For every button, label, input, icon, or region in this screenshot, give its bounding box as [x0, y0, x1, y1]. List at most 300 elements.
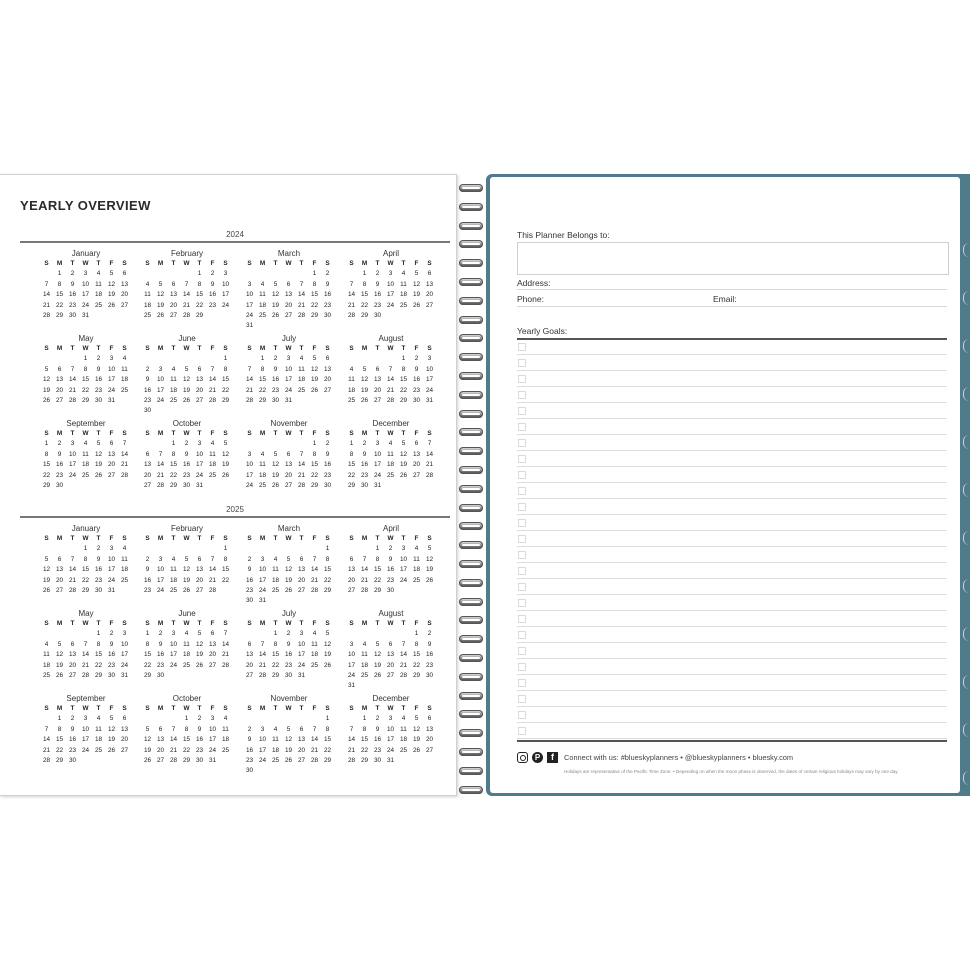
day-cell: 12 — [323, 640, 332, 648]
goal-checkbox[interactable] — [518, 551, 526, 559]
day-cell: 25 — [347, 396, 356, 404]
day-cell: 25 — [221, 746, 230, 754]
day-cell: 10 — [284, 365, 293, 373]
day-cell: 4 — [414, 545, 419, 553]
month-calendar — [345, 333, 437, 406]
day-cell: 18 — [347, 386, 356, 394]
day-cell: 21 — [310, 576, 319, 584]
day-cell: 30 — [373, 756, 382, 764]
goal-line[interactable] — [517, 578, 947, 579]
month-tab[interactable] — [963, 579, 970, 593]
day-cell: 15 — [360, 291, 369, 299]
day-cell: 21 — [386, 386, 395, 394]
month-name: May — [78, 609, 94, 618]
day-cell: 14 — [245, 376, 254, 384]
day-cell: 29 — [347, 481, 356, 489]
spiral-coil — [459, 765, 485, 777]
goal-line[interactable] — [517, 610, 947, 611]
weekday-label: S — [122, 535, 127, 542]
footer-rule — [517, 740, 947, 742]
day-cell: 29 — [221, 396, 230, 404]
goal-checkbox[interactable] — [518, 391, 526, 399]
goal-checkbox[interactable] — [518, 343, 526, 351]
day-cell: 15 — [399, 376, 408, 384]
day-cell: 26 — [373, 671, 382, 679]
day-cell: 2 — [158, 630, 163, 638]
day-cell — [269, 766, 282, 776]
weekday-label: S — [145, 620, 150, 627]
weekday-label: W — [387, 260, 394, 267]
goal-checkbox[interactable] — [518, 487, 526, 495]
month-tab[interactable] — [963, 723, 970, 737]
day-cell: 29 — [195, 311, 204, 319]
day-cell: 30 — [245, 597, 254, 605]
spiral-coil — [459, 671, 485, 683]
day-cell: 30 — [425, 671, 434, 679]
month-tab[interactable] — [963, 675, 970, 689]
day-cell: 23 — [245, 756, 254, 764]
day-cell: 27 — [412, 471, 421, 479]
goal-checkbox[interactable] — [518, 647, 526, 655]
day-cell: 18 — [271, 746, 280, 754]
day-cell: 12 — [55, 651, 64, 659]
goal-line[interactable] — [517, 530, 947, 531]
day-cell: 26 — [156, 311, 165, 319]
day-cell: 23 — [107, 661, 116, 669]
day-cell: 7 — [427, 440, 432, 448]
day-cell: 27 — [120, 301, 129, 309]
day-cell: 26 — [399, 471, 408, 479]
day-cell: 24 — [373, 471, 382, 479]
goal-line[interactable] — [517, 482, 947, 483]
day-cell — [92, 756, 105, 766]
footer-text: Connect with us: #blueskyplanners • @blueskyplanners • bluesky.com — [564, 753, 794, 762]
month-tab[interactable] — [963, 771, 970, 785]
day-cell: 27 — [107, 471, 116, 479]
spiral-coil — [459, 332, 485, 344]
spiral-coil — [459, 539, 485, 551]
month-tab[interactable] — [963, 483, 970, 497]
goal-checkbox[interactable] — [518, 375, 526, 383]
day-cell: 13 — [284, 461, 293, 469]
day-cell: 16 — [195, 736, 204, 744]
month-calendar — [243, 693, 335, 777]
day-cell — [92, 311, 105, 321]
day-cell: 14 — [297, 291, 306, 299]
weekday-label: T — [197, 345, 202, 352]
weekday-label: S — [349, 260, 354, 267]
day-cell: 29 — [373, 586, 382, 594]
goal-checkbox[interactable] — [518, 535, 526, 543]
day-cell: 13 — [297, 736, 306, 744]
goal-checkbox[interactable] — [518, 455, 526, 463]
day-cell: 14 — [120, 450, 129, 458]
month-name: February — [170, 249, 203, 258]
month-name: December — [372, 694, 410, 703]
social-icons — [517, 752, 558, 763]
goal-line[interactable] — [517, 674, 947, 675]
day-cell: 17 — [284, 376, 293, 384]
day-cell: 14 — [399, 651, 408, 659]
day-cell: 19 — [399, 461, 408, 469]
day-cell: 18 — [360, 661, 369, 669]
day-cell: 9 — [247, 736, 252, 744]
day-cell: 14 — [386, 376, 395, 384]
day-cell: 6 — [210, 630, 215, 638]
day-cell — [180, 354, 193, 364]
weekday-label: S — [44, 620, 49, 627]
instagram-icon[interactable] — [517, 752, 528, 763]
weekday-label: S — [349, 430, 354, 437]
goal-checkbox[interactable] — [518, 663, 526, 671]
day-cell — [40, 714, 53, 724]
day-cell — [118, 586, 131, 596]
month-tab[interactable] — [963, 243, 970, 257]
goal-line[interactable] — [517, 642, 947, 643]
goal-line[interactable] — [517, 722, 947, 723]
weekday-label: M — [361, 430, 368, 437]
day-cell: 19 — [42, 576, 51, 584]
day-cell: 22 — [412, 661, 421, 669]
day-cell: 12 — [182, 376, 191, 384]
goal-line[interactable] — [517, 514, 947, 515]
day-cell: 20 — [156, 746, 165, 754]
weekday-label: S — [247, 705, 252, 712]
day-cell: 8 — [349, 450, 354, 458]
day-cell — [269, 544, 282, 554]
weekday-label: T — [197, 705, 202, 712]
weekday-label: M — [157, 345, 164, 352]
day-cell — [423, 586, 436, 596]
day-cell: 26 — [55, 671, 64, 679]
day-cell: 19 — [310, 376, 319, 384]
day-cell: 22 — [143, 661, 152, 669]
goal-checkbox[interactable] — [518, 679, 526, 687]
month-grid — [345, 534, 437, 596]
day-cell: 7 — [299, 450, 304, 458]
spiral-coil — [459, 502, 485, 514]
spiral-coil — [459, 295, 485, 307]
day-cell — [308, 714, 321, 724]
weekday-label: S — [247, 535, 252, 542]
goal-checkbox[interactable] — [518, 583, 526, 591]
day-cell — [295, 766, 308, 776]
day-cell: 13 — [412, 450, 421, 458]
day-cell — [282, 439, 295, 449]
day-cell — [219, 671, 232, 681]
month-tab[interactable] — [963, 291, 970, 305]
day-cell: 14 — [208, 566, 217, 574]
day-cell: 1 — [312, 440, 317, 448]
day-cell: 1 — [57, 270, 62, 278]
day-cell: 25 — [297, 386, 306, 394]
day-cell: 28 — [360, 586, 369, 594]
spiral-coil — [459, 746, 485, 758]
month-calendar — [40, 608, 132, 681]
month-tab[interactable] — [963, 435, 970, 449]
day-cell: 12 — [221, 450, 230, 458]
day-cell: 29 — [258, 396, 267, 404]
goal-line[interactable] — [517, 690, 947, 691]
goal-line[interactable] — [517, 466, 947, 467]
goal-checkbox[interactable] — [518, 711, 526, 719]
day-cell: 1 — [223, 545, 228, 553]
day-cell: 11 — [259, 461, 266, 469]
day-cell: 28 — [208, 396, 217, 404]
day-cell: 18 — [169, 386, 178, 394]
month-name: April — [382, 524, 399, 533]
day-cell — [206, 354, 219, 364]
weekday-label: T — [70, 430, 75, 437]
day-cell: 20 — [55, 576, 64, 584]
day-cell: 2 — [286, 630, 291, 638]
day-cell: 16 — [425, 651, 434, 659]
day-cell: 31 — [258, 597, 267, 605]
month-tab[interactable] — [963, 387, 970, 401]
goal-checkbox[interactable] — [518, 727, 526, 735]
pinterest-icon[interactable]: P — [532, 752, 543, 763]
weekday-label: T — [375, 705, 380, 712]
day-cell: 1 — [171, 440, 176, 448]
day-cell: 24 — [386, 746, 395, 754]
year-label: 2024 — [226, 230, 244, 239]
month-calendar — [345, 248, 437, 321]
goal-line[interactable] — [517, 738, 947, 739]
weekday-label: S — [223, 705, 228, 712]
day-cell: 18 — [120, 376, 129, 384]
day-cell: 14 — [297, 461, 306, 469]
day-cell — [206, 311, 219, 321]
goal-checkbox[interactable] — [518, 695, 526, 703]
day-cell: 15 — [373, 566, 382, 574]
goal-line[interactable] — [517, 498, 947, 499]
day-cell: 26 — [221, 471, 230, 479]
day-cell: 19 — [323, 651, 332, 659]
day-cell: 3 — [388, 270, 393, 278]
day-cell: 25 — [94, 746, 103, 754]
month-tab[interactable] — [963, 531, 970, 545]
day-cell: 7 — [44, 280, 49, 288]
weekday-label: S — [325, 620, 330, 627]
day-cell — [384, 681, 397, 691]
day-cell: 12 — [94, 450, 103, 458]
day-cell — [295, 544, 308, 554]
goal-line[interactable] — [517, 658, 947, 659]
facebook-icon[interactable]: f — [547, 752, 558, 763]
day-cell: 7 — [184, 280, 189, 288]
day-cell — [53, 354, 66, 364]
day-cell: 22 — [195, 301, 204, 309]
goal-checkbox[interactable] — [518, 407, 526, 415]
day-cell: 27 — [347, 586, 356, 594]
day-cell: 23 — [386, 576, 395, 584]
day-cell: 5 — [44, 555, 49, 563]
month-name: November — [270, 419, 308, 428]
day-cell: 12 — [182, 566, 191, 574]
day-cell: 16 — [68, 291, 77, 299]
goal-line[interactable] — [517, 434, 947, 435]
weekday-label: F — [312, 620, 317, 627]
weekday-label: W — [82, 535, 89, 542]
day-cell: 19 — [107, 291, 116, 299]
goal-checkbox[interactable] — [518, 599, 526, 607]
address-line[interactable] — [517, 289, 947, 290]
day-cell — [410, 586, 423, 596]
day-cell: 17 — [373, 461, 382, 469]
month-calendar — [243, 523, 335, 607]
goal-line[interactable] — [517, 386, 947, 387]
day-cell: 20 — [284, 471, 293, 479]
day-cell — [345, 629, 358, 639]
day-cell: 26 — [412, 301, 421, 309]
goal-line[interactable] — [517, 418, 947, 419]
goal-line[interactable] — [517, 594, 947, 595]
spiral-binding — [459, 182, 485, 788]
goal-line[interactable] — [517, 354, 947, 355]
day-cell — [118, 396, 131, 406]
day-cell: 24 — [208, 746, 217, 754]
goal-checkbox[interactable] — [518, 359, 526, 367]
goal-checkbox[interactable] — [518, 471, 526, 479]
day-cell: 3 — [349, 640, 354, 648]
day-cell: 2 — [96, 355, 101, 363]
day-cell: 1 — [401, 355, 406, 363]
month-name: October — [172, 419, 202, 428]
goal-line[interactable] — [517, 562, 947, 563]
day-cell: 10 — [81, 725, 90, 733]
goal-line[interactable] — [517, 370, 947, 371]
day-cell: 25 — [399, 301, 408, 309]
day-cell: 7 — [312, 555, 317, 563]
weekday-label: T — [96, 345, 101, 352]
goal-line[interactable] — [517, 706, 947, 707]
day-cell: 30 — [143, 407, 152, 415]
goal-line[interactable] — [517, 450, 947, 451]
day-cell: 3 — [247, 450, 252, 458]
day-cell — [295, 269, 308, 279]
weekday-label: S — [44, 535, 49, 542]
day-cell: 1 — [223, 355, 228, 363]
day-cell: 19 — [412, 736, 421, 744]
day-cell: 5 — [109, 270, 114, 278]
day-cell — [141, 269, 154, 279]
day-cell: 19 — [42, 386, 51, 394]
month-tab[interactable] — [963, 627, 970, 641]
weekday-label: T — [273, 705, 278, 712]
spiral-coil — [459, 464, 485, 476]
day-cell: 17 — [107, 566, 116, 574]
weekday-label: M — [157, 705, 164, 712]
spiral-coil — [459, 483, 485, 495]
contact-line[interactable] — [517, 306, 947, 307]
goal-checkbox[interactable] — [518, 519, 526, 527]
goal-checkbox[interactable] — [518, 423, 526, 431]
day-cell: 21 — [399, 661, 408, 669]
day-cell: 27 — [195, 396, 204, 404]
day-cell — [243, 629, 256, 639]
day-cell: 18 — [169, 576, 178, 584]
day-cell: 30 — [323, 311, 332, 319]
month-grid — [345, 344, 437, 406]
day-cell: 31 — [195, 481, 204, 489]
day-cell: 4 — [210, 440, 215, 448]
day-cell — [308, 596, 321, 606]
day-cell: 22 — [221, 576, 230, 584]
day-cell: 11 — [95, 280, 102, 288]
day-cell: 15 — [81, 566, 90, 574]
day-cell — [397, 629, 410, 639]
goal-checkbox[interactable] — [518, 615, 526, 623]
weekday-label: M — [56, 260, 63, 267]
day-cell — [193, 544, 206, 554]
day-cell — [308, 671, 321, 681]
day-cell — [118, 756, 131, 766]
weekday-label: F — [312, 705, 317, 712]
month-name: December — [372, 419, 410, 428]
owner-name-field[interactable] — [517, 242, 949, 275]
day-cell: 14 — [347, 291, 356, 299]
day-cell: 20 — [297, 576, 306, 584]
goal-line[interactable] — [517, 546, 947, 547]
day-cell: 16 — [245, 576, 254, 584]
goal-checkbox[interactable] — [518, 439, 526, 447]
day-cell: 6 — [414, 440, 419, 448]
day-cell: 28 — [68, 396, 77, 404]
day-cell: 23 — [68, 301, 77, 309]
day-cell: 31 — [245, 322, 254, 330]
day-cell: 23 — [94, 576, 103, 584]
year-label: 2025 — [226, 505, 244, 514]
day-cell: 24 — [169, 661, 178, 669]
day-cell — [269, 439, 282, 449]
day-cell: 5 — [273, 450, 278, 458]
day-cell — [180, 671, 193, 681]
goal-line[interactable] — [517, 402, 947, 403]
weekday-label: M — [157, 620, 164, 627]
day-cell — [141, 439, 154, 449]
weekday-label: W — [285, 260, 292, 267]
weekday-label: T — [375, 430, 380, 437]
day-cell — [167, 354, 180, 364]
day-cell: 20 — [245, 661, 254, 669]
month-calendar — [40, 418, 132, 491]
day-cell — [384, 311, 397, 321]
day-cell: 3 — [109, 355, 114, 363]
day-cell: 17 — [107, 376, 116, 384]
month-name: April — [382, 249, 399, 258]
day-cell: 7 — [44, 725, 49, 733]
month-name: January — [71, 249, 101, 258]
day-cell: 15 — [182, 736, 191, 744]
weekday-label: F — [414, 345, 419, 352]
day-cell: 21 — [347, 746, 356, 754]
goal-line[interactable] — [517, 626, 947, 627]
goal-checkbox[interactable] — [518, 631, 526, 639]
weekday-label: T — [197, 260, 202, 267]
day-cell: 23 — [245, 586, 254, 594]
day-cell — [180, 544, 193, 554]
day-cell: 18 — [297, 376, 306, 384]
day-cell: 29 — [323, 586, 332, 594]
day-cell: 9 — [247, 566, 252, 574]
day-cell: 19 — [271, 471, 280, 479]
goal-checkbox[interactable] — [518, 567, 526, 575]
day-cell: 10 — [399, 555, 408, 563]
goal-checkbox[interactable] — [518, 503, 526, 511]
day-cell: 27 — [143, 481, 152, 489]
month-tab[interactable] — [963, 339, 970, 353]
weekday-label: M — [361, 260, 368, 267]
